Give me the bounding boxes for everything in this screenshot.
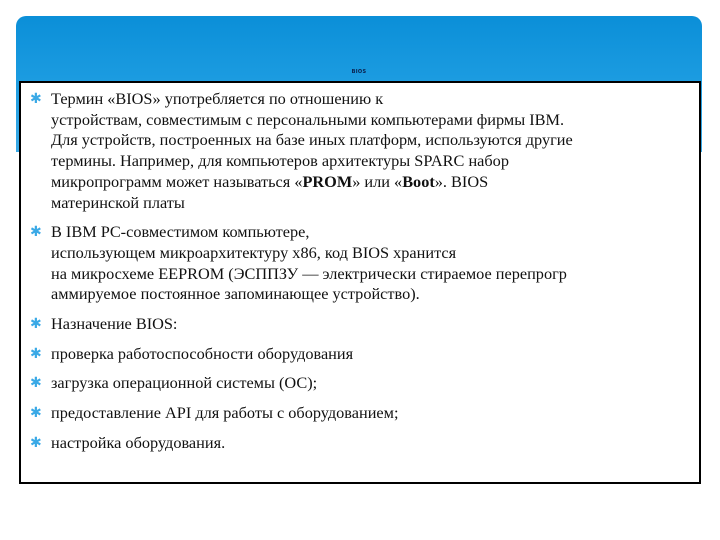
- bullet-item: ✱ проверка работоспособности оборудования: [30, 343, 354, 363]
- asterisk-icon: ✱: [30, 375, 42, 392]
- bullet-item: ✱ Назначение BIOS:: [30, 314, 178, 334]
- prom-term: PROM: [302, 171, 353, 191]
- content-box: [19, 81, 701, 484]
- asterisk-icon: ✱: [30, 91, 42, 107]
- asterisk-icon: ✱: [30, 405, 42, 422]
- asterisk-icon: ✱: [30, 345, 42, 362]
- bullet-list: [21, 83, 699, 454]
- bullet-item: ✱ Термин «BIOS» употребляется по отношению к устройствам, совместимым с персональными компьютерами фирмы IBM. Для устройств, построенных на базе иных платформ, используются другие термины. Например, для компьютеров архитектуры SPARC набор микропрограмм может называться «PROM» или «Boot». BIOS материнской платы: [30, 89, 573, 212]
- asterisk-icon: ✱: [30, 434, 42, 451]
- asterisk-icon: ✱: [30, 316, 42, 333]
- bullet-item: ✱ В IBM PC-совместимом компьютере, использующем микроархитектуру x86, код BIOS хранится на микросхеме EEPROM (ЭСППЗУ — электрически стираемое перепрогр аммируемое постоянное запоминающее устройство).: [30, 222, 567, 304]
- bullet-item: ✱ предоставление API для работы с оборудованием;: [30, 403, 399, 423]
- boot-term: Boot: [402, 171, 435, 191]
- slide-title: BIOS: [351, 69, 367, 75]
- bullet-item: ✱ настройка оборудования.: [30, 432, 226, 452]
- asterisk-icon: ✱: [30, 224, 42, 241]
- bullet-item: ✱ загрузка операционной системы (ОС);: [30, 373, 318, 393]
